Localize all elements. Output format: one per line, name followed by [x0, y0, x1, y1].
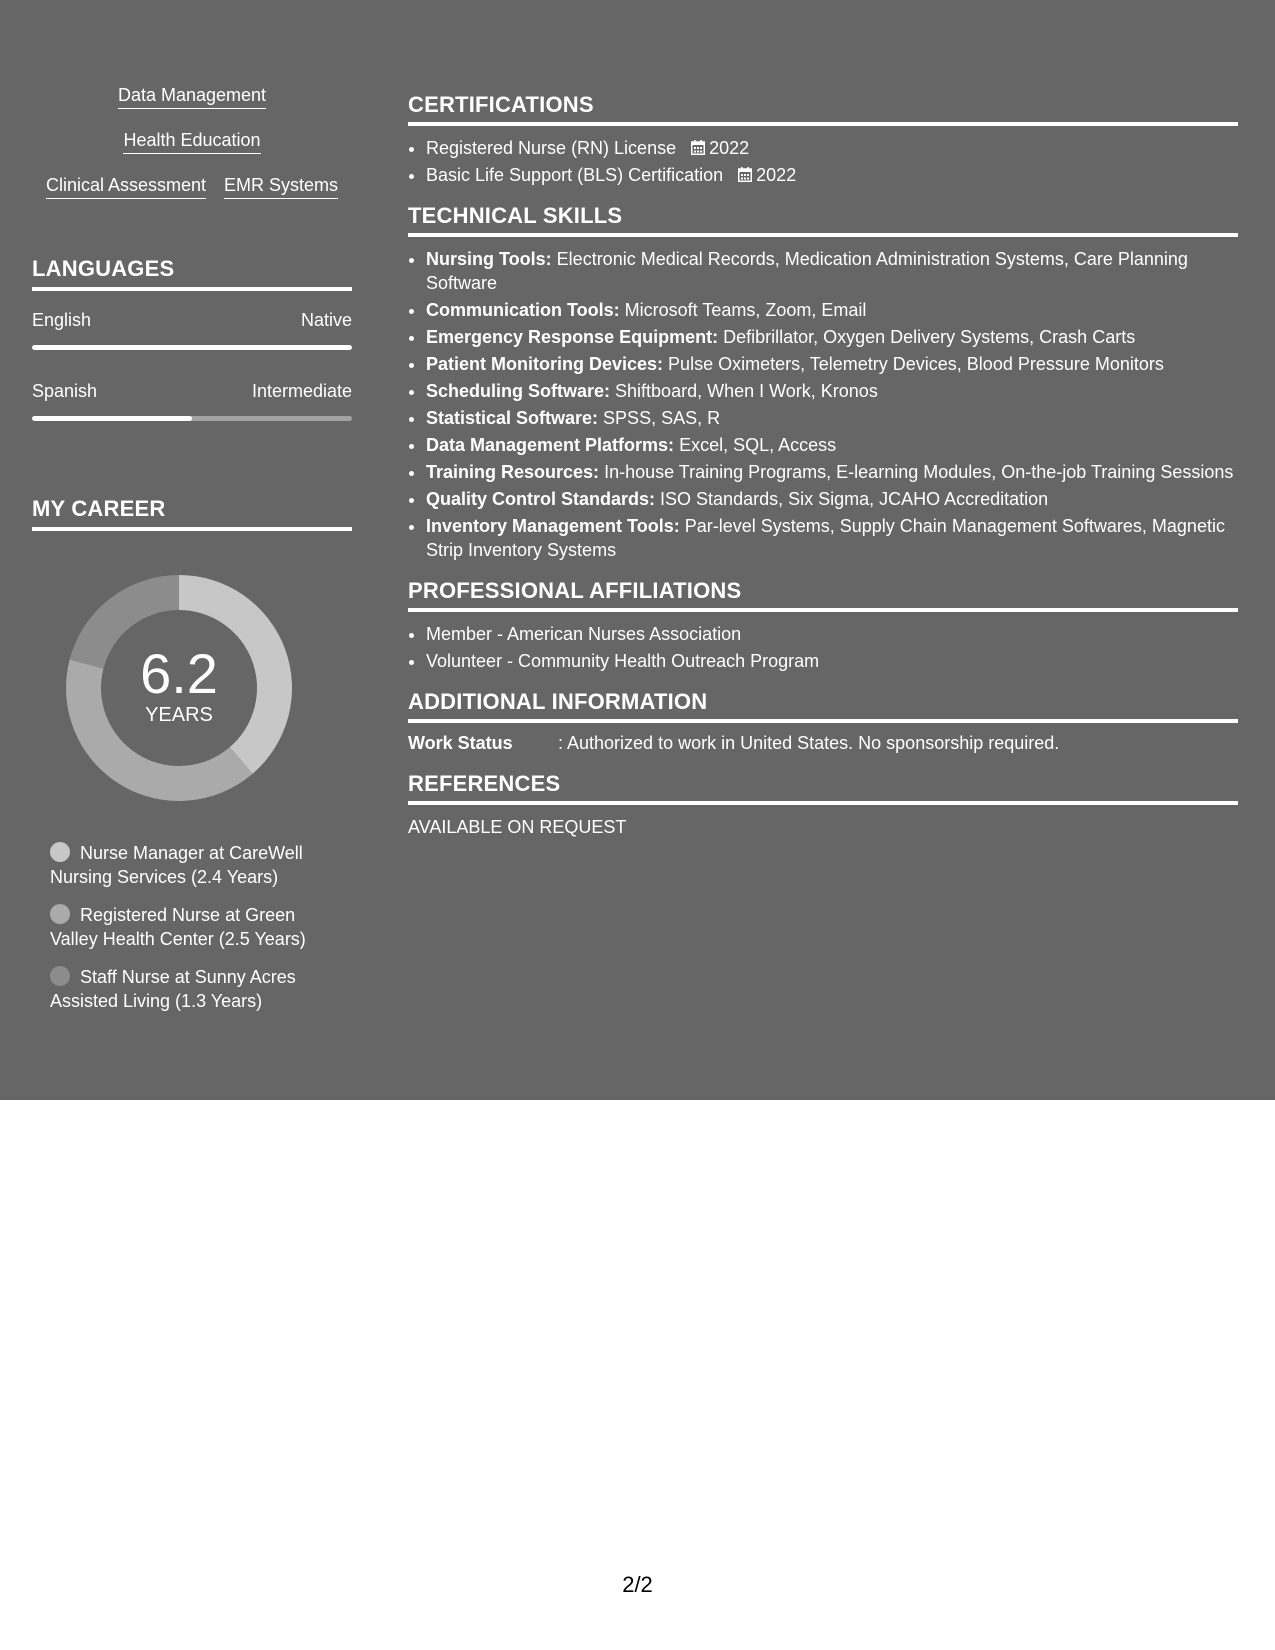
skill-row	[32, 84, 352, 129]
references-section	[408, 771, 1238, 839]
legend-dot-icon	[50, 842, 70, 862]
languages-heading: LANGUAGES	[32, 255, 352, 291]
career-legend	[50, 841, 330, 1013]
affiliations-heading: PROFESSIONAL AFFILIATIONS	[408, 578, 1238, 612]
work-status-label: Work Status	[408, 733, 513, 753]
career-legend-text: Nurse Manager at CareWell Nursing Services (2.4 Years)	[50, 843, 303, 887]
career-heading: MY CAREER	[32, 495, 352, 531]
language-level: Intermediate	[251, 381, 352, 401]
page-number: 2/2	[622, 1572, 653, 1597]
certification-item	[426, 163, 1238, 187]
career-section	[32, 495, 352, 1013]
language-bar	[32, 345, 352, 350]
skill-tag-clinical-assessment: Clinical Assessment	[46, 174, 206, 199]
technical-skill-item	[426, 514, 1238, 562]
certification-item	[426, 136, 1238, 160]
skill-value: Excel, SQL, Access	[674, 435, 837, 455]
skill-value: In-house Training Programs, E-learning Modules, On-the-job Training Sessions	[599, 462, 1234, 482]
skill-tag-data-management: Data Management	[118, 84, 266, 109]
affiliations-list	[408, 622, 1238, 673]
career-donut-chart	[64, 573, 294, 803]
language-item	[32, 309, 352, 350]
calendar-icon	[738, 167, 752, 182]
language-name: English	[32, 310, 92, 330]
career-legend-text: Staff Nurse at Sunny Acres Assisted Living (1.3 Years)	[50, 967, 296, 1011]
skill-row	[32, 174, 352, 219]
additional-info-section	[408, 689, 1238, 755]
technical-skills-heading: TECHNICAL SKILLS	[408, 203, 1238, 237]
technical-skill-item	[426, 379, 1238, 403]
career-legend-item	[50, 841, 330, 889]
certification-year: 2022	[756, 165, 797, 185]
career-legend-text: Registered Nurse at Green Valley Health Center (2.5 Years)	[50, 905, 306, 949]
skill-label: Quality Control Standards:	[426, 489, 656, 509]
skill-label: Nursing Tools:	[426, 249, 552, 269]
legend-dot-icon	[50, 904, 70, 924]
technical-skill-item	[426, 406, 1238, 430]
skill-label: Data Management Platforms:	[426, 435, 675, 455]
skill-value: Defibrillator, Oxygen Delivery Systems, Crash Carts	[718, 327, 1136, 347]
certification-name: Registered Nurse (RN) License	[426, 138, 677, 158]
certification-name: Basic Life Support (BLS) Certification	[426, 165, 724, 185]
language-bar-fill	[32, 345, 352, 350]
technical-skill-item	[426, 460, 1238, 484]
skill-value: Microsoft Teams, Zoom, Email	[619, 300, 867, 320]
skill-tag-emr-systems: EMR Systems	[224, 174, 338, 199]
certifications-list	[408, 136, 1238, 187]
skill-value: Pulse Oximeters, Telemetry Devices, Blood Pressure Monitors	[663, 354, 1164, 374]
skill-tag-health-education: Health Education	[123, 129, 260, 154]
technical-skills-list	[408, 247, 1238, 562]
technical-skill-item	[426, 325, 1238, 349]
skill-label: Statistical Software:	[426, 408, 599, 428]
language-bar-fill	[32, 416, 192, 421]
skill-tags	[32, 84, 352, 219]
references-text: AVAILABLE ON REQUEST	[408, 817, 627, 837]
work-status-value: : Authorized to work in United States. No sponsorship required.	[558, 733, 1060, 753]
skill-value: Par-level Systems, Supply Chain Management Softwares, Magnetic Strip Inventory Systems	[426, 516, 1225, 560]
affiliations-section	[408, 578, 1238, 673]
language-name: Spanish	[32, 381, 98, 401]
technical-skill-item	[426, 352, 1238, 376]
certifications-heading: CERTIFICATIONS	[408, 92, 1238, 126]
donut-center	[64, 573, 294, 803]
skill-value: ISO Standards, Six Sigma, JCAHO Accreditation	[655, 489, 1049, 509]
skill-value: SPSS, SAS, R	[598, 408, 721, 428]
career-total-unit: YEARS	[145, 704, 213, 726]
technical-skill-item	[426, 487, 1238, 511]
skill-value: Shiftboard, When I Work, Kronos	[610, 381, 878, 401]
skill-value: Electronic Medical Records, Medication Administration Systems, Care Planning Software	[426, 249, 1188, 293]
affiliation-item: • Volunteer - Community Health Outreach Program	[426, 649, 1238, 673]
technical-skill-item	[426, 298, 1238, 322]
right-column	[408, 92, 1238, 855]
language-bar	[32, 416, 352, 421]
certification-year: 2022	[709, 138, 750, 158]
additional-info-heading: ADDITIONAL INFORMATION	[408, 689, 1238, 723]
skill-label: Training Resources:	[426, 462, 600, 482]
career-legend-item	[50, 903, 330, 951]
technical-skill-item	[426, 247, 1238, 295]
work-status-row	[408, 731, 1238, 755]
skill-label: Scheduling Software:	[426, 381, 611, 401]
technical-skills-section	[408, 203, 1238, 562]
skill-label: Patient Monitoring Devices:	[426, 354, 664, 374]
skill-label: Emergency Response Equipment:	[426, 327, 719, 347]
career-total-years: 6.2	[140, 642, 218, 705]
language-level: Native	[300, 310, 352, 330]
language-item	[32, 380, 352, 421]
legend-dot-icon	[50, 966, 70, 986]
calendar-icon	[691, 140, 705, 155]
certifications-section	[408, 92, 1238, 187]
skill-label: Communication Tools:	[426, 300, 620, 320]
references-heading: REFERENCES	[408, 771, 1238, 805]
left-column	[32, 84, 352, 1027]
skill-row	[32, 129, 352, 174]
career-legend-item	[50, 965, 330, 1013]
technical-skill-item	[426, 433, 1238, 457]
skill-label: Inventory Management Tools:	[426, 516, 680, 536]
affiliation-item: • Member - American Nurses Association	[426, 622, 1238, 646]
languages-section	[32, 255, 352, 421]
